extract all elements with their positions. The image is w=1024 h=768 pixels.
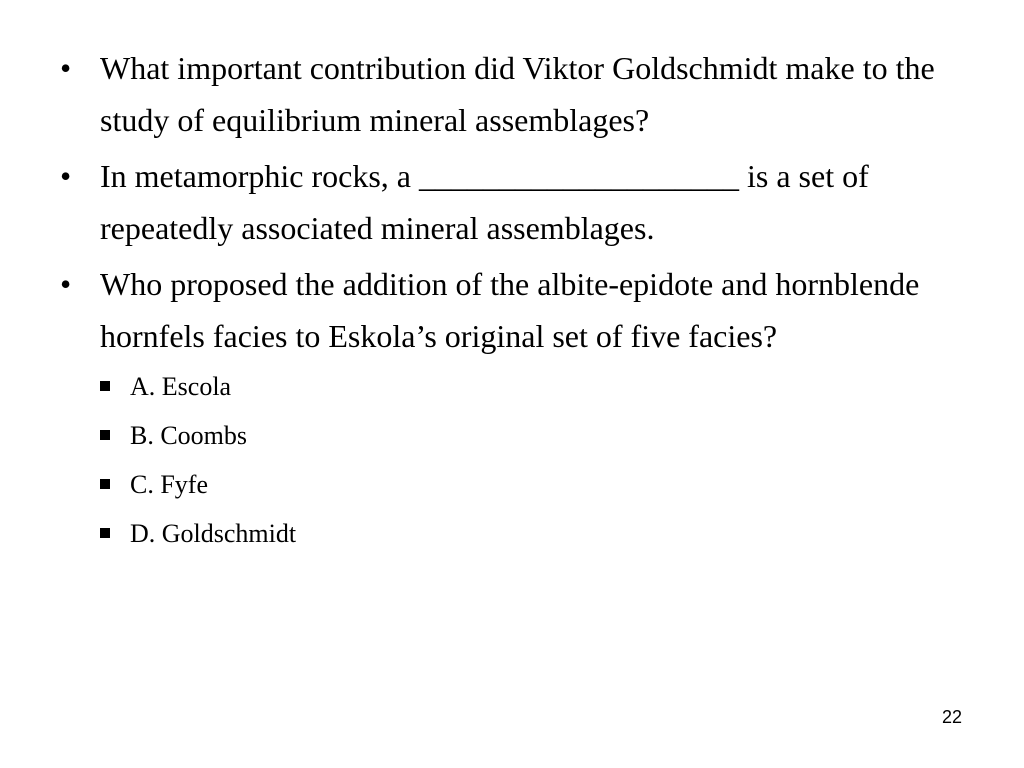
question-list	[58, 42, 958, 562]
square-bullet-icon	[100, 528, 110, 538]
bullet-icon: •	[60, 50, 72, 86]
answer-option-d	[100, 509, 958, 558]
answer-option-a	[100, 362, 958, 411]
square-bullet-icon	[100, 430, 110, 440]
answer-option-text: A. Escola	[130, 372, 232, 401]
question-text: What important contribution did Viktor Goldschmidt make to the study of equilibrium mineral assemblages?	[100, 50, 935, 138]
bullet-icon: •	[60, 266, 72, 302]
answer-option-b	[100, 411, 958, 460]
bullet-icon: •	[60, 158, 72, 194]
answer-option-text: D. Goldschmidt	[130, 519, 297, 548]
answer-option-c	[100, 460, 958, 509]
square-bullet-icon	[100, 381, 110, 391]
answer-option-text: B. Coombs	[130, 421, 248, 450]
question-item	[58, 150, 958, 254]
page-number: 22	[941, 707, 962, 727]
question-item	[58, 42, 958, 146]
answer-option-text: C. Fyfe	[130, 470, 208, 499]
question-item	[58, 258, 958, 558]
question-text: Who proposed the addition of the albite-epidote and hornblende hornfels facies to Eskola’s original set of five facies?	[100, 266, 920, 354]
answer-options	[100, 362, 958, 558]
question-text: In metamorphic rocks, a ____________________ is a set of repeatedly associated mineral assemblages.	[100, 158, 869, 246]
square-bullet-icon	[100, 479, 110, 489]
